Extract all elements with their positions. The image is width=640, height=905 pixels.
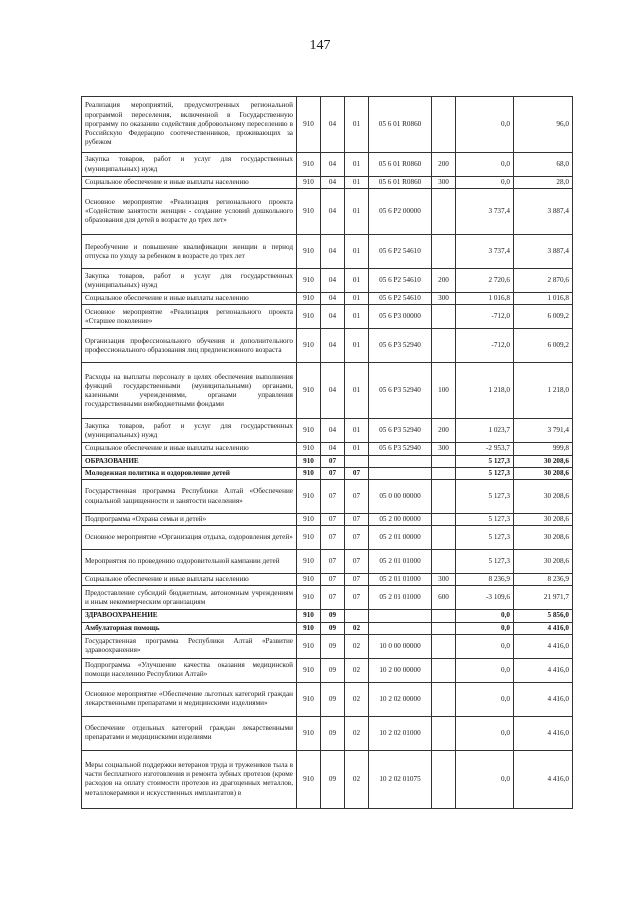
amount-change: 5 127,3 bbox=[456, 480, 514, 514]
ministry-code: 910 bbox=[297, 269, 321, 293]
target-article-code: 05 6 01 R0860 bbox=[369, 153, 432, 177]
amount-total: 999,8 bbox=[514, 443, 573, 455]
amount-change: 8 236,9 bbox=[456, 574, 514, 586]
section-code: 07 bbox=[321, 467, 345, 479]
section-code: 07 bbox=[321, 550, 345, 574]
target-article-code bbox=[369, 610, 432, 622]
subsection-code: 01 bbox=[345, 293, 369, 305]
section-code: 09 bbox=[321, 750, 345, 808]
item-name: Переобучение и повышение квалификации женщин в период отпуска по уходу за ребенком в возрасте до трех лет bbox=[82, 235, 297, 269]
section-code: 04 bbox=[321, 189, 345, 235]
amount-change: 0,0 bbox=[456, 622, 514, 634]
ministry-code: 910 bbox=[297, 716, 321, 750]
table-row bbox=[82, 189, 573, 235]
ministry-code: 910 bbox=[297, 574, 321, 586]
amount-total: 30 208,6 bbox=[514, 455, 573, 467]
amount-change: -712,0 bbox=[456, 305, 514, 329]
ministry-code: 910 bbox=[297, 526, 321, 550]
amount-total: 30 208,6 bbox=[514, 550, 573, 574]
subsection-code: 02 bbox=[345, 682, 369, 716]
target-article-code: 05 6 P3 52940 bbox=[369, 329, 432, 363]
subsection-code: 01 bbox=[345, 153, 369, 177]
ministry-code: 910 bbox=[297, 750, 321, 808]
section-code: 09 bbox=[321, 658, 345, 682]
expense-type-code: 100 bbox=[432, 363, 456, 419]
target-article-code: 05 2 01 01000 bbox=[369, 586, 432, 610]
subsection-code: 02 bbox=[345, 750, 369, 808]
subsection-code: 01 bbox=[345, 305, 369, 329]
ministry-code: 910 bbox=[297, 658, 321, 682]
amount-change: 0,0 bbox=[456, 97, 514, 153]
subsection-code: 01 bbox=[345, 363, 369, 419]
table-row bbox=[82, 305, 573, 329]
subsection-code: 01 bbox=[345, 177, 369, 189]
target-article-code: 05 6 P2 00000 bbox=[369, 189, 432, 235]
amount-change: 0,0 bbox=[456, 610, 514, 622]
amount-change: -2 953,7 bbox=[456, 443, 514, 455]
section-code: 09 bbox=[321, 716, 345, 750]
section-code: 09 bbox=[321, 634, 345, 658]
item-name: ОБРАЗОВАНИЕ bbox=[82, 455, 297, 467]
amount-total: 30 208,6 bbox=[514, 514, 573, 526]
section-code: 04 bbox=[321, 177, 345, 189]
ministry-code: 910 bbox=[297, 189, 321, 235]
target-article-code: 05 6 01 R0860 bbox=[369, 177, 432, 189]
item-name: Основное мероприятие «Реализация регионального проекта «Содействие занятости женщин - создание условий дошкольного образования для детей в возрасте до трех лет» bbox=[82, 189, 297, 235]
table-row bbox=[82, 682, 573, 716]
amount-total: 4 416,0 bbox=[514, 750, 573, 808]
expense-type-code bbox=[432, 526, 456, 550]
expense-type-code bbox=[432, 235, 456, 269]
amount-change: 5 127,3 bbox=[456, 526, 514, 550]
section-code: 09 bbox=[321, 682, 345, 716]
target-article-code: 05 2 00 00000 bbox=[369, 514, 432, 526]
subsection-code: 02 bbox=[345, 658, 369, 682]
amount-total: 8 236,9 bbox=[514, 574, 573, 586]
table-row bbox=[82, 153, 573, 177]
amount-change: -712,0 bbox=[456, 329, 514, 363]
section-code: 04 bbox=[321, 443, 345, 455]
amount-change: 1 016,8 bbox=[456, 293, 514, 305]
target-article-code: 10 2 02 00000 bbox=[369, 682, 432, 716]
subsection-code: 01 bbox=[345, 443, 369, 455]
subsection-code: 07 bbox=[345, 586, 369, 610]
amount-total: 1 016,8 bbox=[514, 293, 573, 305]
amount-total: 6 009,2 bbox=[514, 329, 573, 363]
table-row bbox=[82, 455, 573, 467]
section-code: 09 bbox=[321, 610, 345, 622]
expense-type-code bbox=[432, 550, 456, 574]
target-article-code: 05 6 P3 52940 bbox=[369, 443, 432, 455]
target-article-code: 05 6 01 R0860 bbox=[369, 97, 432, 153]
table-row bbox=[82, 329, 573, 363]
subsection-code: 01 bbox=[345, 97, 369, 153]
expense-type-code bbox=[432, 189, 456, 235]
table-row bbox=[82, 514, 573, 526]
expense-type-code bbox=[432, 455, 456, 467]
table-row bbox=[82, 716, 573, 750]
ministry-code: 910 bbox=[297, 480, 321, 514]
target-article-code bbox=[369, 455, 432, 467]
amount-change: 0,0 bbox=[456, 153, 514, 177]
amount-total: 4 416,0 bbox=[514, 682, 573, 716]
ministry-code: 910 bbox=[297, 634, 321, 658]
table-row bbox=[82, 467, 573, 479]
target-article-code: 05 6 P2 54610 bbox=[369, 235, 432, 269]
amount-change: 5 127,3 bbox=[456, 467, 514, 479]
subsection-code: 07 bbox=[345, 550, 369, 574]
subsection-code: 07 bbox=[345, 514, 369, 526]
ministry-code: 910 bbox=[297, 153, 321, 177]
item-name: Меры социальной поддержки ветеранов труда и тружеников тыла в части бесплатного изготовления и ремонта зубных протезов (кроме расходов на оплату стоимости протезов из драгоценных металлов, металлокерамики и искусственных имплантатов) в bbox=[82, 750, 297, 808]
amount-change: 3 737,4 bbox=[456, 235, 514, 269]
table-row bbox=[82, 610, 573, 622]
item-name: Социальное обеспечение и иные выплаты населению bbox=[82, 293, 297, 305]
amount-change: -3 109,6 bbox=[456, 586, 514, 610]
target-article-code: 05 6 P3 00000 bbox=[369, 305, 432, 329]
subsection-code: 07 bbox=[345, 480, 369, 514]
amount-total: 2 870,6 bbox=[514, 269, 573, 293]
item-name: Расходы на выплаты персоналу в целях обеспечения выполнения функций государственными (муниципальными) органами, казенными учреждениями, органами управления государственными внебюджетными фондами bbox=[82, 363, 297, 419]
ministry-code: 910 bbox=[297, 586, 321, 610]
amount-total: 30 208,6 bbox=[514, 467, 573, 479]
amount-total: 6 009,2 bbox=[514, 305, 573, 329]
table-row bbox=[82, 750, 573, 808]
amount-change: 3 737,4 bbox=[456, 189, 514, 235]
item-name: Государственная программа Республики Алтай «Развитие здравоохранения» bbox=[82, 634, 297, 658]
item-name: ЗДРАВООХРАНЕНИЕ bbox=[82, 610, 297, 622]
amount-change: 5 127,3 bbox=[456, 514, 514, 526]
expense-type-code: 600 bbox=[432, 586, 456, 610]
amount-change: 5 127,3 bbox=[456, 550, 514, 574]
table-row bbox=[82, 419, 573, 443]
section-code: 07 bbox=[321, 586, 345, 610]
amount-change: 2 720,6 bbox=[456, 269, 514, 293]
expense-type-code bbox=[432, 467, 456, 479]
ministry-code: 910 bbox=[297, 443, 321, 455]
expense-type-code bbox=[432, 329, 456, 363]
subsection-code: 02 bbox=[345, 634, 369, 658]
expense-type-code bbox=[432, 634, 456, 658]
table-row bbox=[82, 586, 573, 610]
amount-total: 3 791,4 bbox=[514, 419, 573, 443]
expense-type-code: 300 bbox=[432, 177, 456, 189]
item-name: Закупка товаров, работ и услуг для государственных (муниципальных) нужд bbox=[82, 419, 297, 443]
section-code: 04 bbox=[321, 363, 345, 419]
amount-change: 0,0 bbox=[456, 634, 514, 658]
expense-type-code: 200 bbox=[432, 153, 456, 177]
amount-change: 0,0 bbox=[456, 177, 514, 189]
amount-total: 5 856,0 bbox=[514, 610, 573, 622]
amount-change: 1 023,7 bbox=[456, 419, 514, 443]
table-row bbox=[82, 443, 573, 455]
subsection-code: 07 bbox=[345, 574, 369, 586]
ministry-code: 910 bbox=[297, 622, 321, 634]
subsection-code bbox=[345, 455, 369, 467]
ministry-code: 910 bbox=[297, 550, 321, 574]
target-article-code bbox=[369, 467, 432, 479]
target-article-code: 10 2 00 00000 bbox=[369, 658, 432, 682]
table-row bbox=[82, 658, 573, 682]
section-code: 07 bbox=[321, 480, 345, 514]
table-row bbox=[82, 550, 573, 574]
section-code: 09 bbox=[321, 622, 345, 634]
amount-total: 1 218,0 bbox=[514, 363, 573, 419]
expense-type-code bbox=[432, 682, 456, 716]
table-row bbox=[82, 363, 573, 419]
target-article-code: 05 2 01 01000 bbox=[369, 574, 432, 586]
ministry-code: 910 bbox=[297, 97, 321, 153]
section-code: 04 bbox=[321, 153, 345, 177]
target-article-code: 05 6 P2 54610 bbox=[369, 269, 432, 293]
expense-type-code bbox=[432, 716, 456, 750]
amount-total: 21 971,7 bbox=[514, 586, 573, 610]
amount-change: 5 127,3 bbox=[456, 455, 514, 467]
item-name: Обеспечение отдельных категорий граждан лекарственными препаратами и медицинскими изделиями bbox=[82, 716, 297, 750]
item-name: Реализация мероприятий, предусмотренных региональной программой переселения, включенной в Государственную программу по оказанию содействия добровольному переселению в Российскую Федерацию соотечественников, проживающих за рубежом bbox=[82, 97, 297, 153]
amount-total: 4 416,0 bbox=[514, 622, 573, 634]
amount-total: 30 208,6 bbox=[514, 526, 573, 550]
item-name: Мероприятия по проведению оздоровительной кампании детей bbox=[82, 550, 297, 574]
item-name: Предоставление субсидий бюджетным, автономным учреждениям и иным некоммерческим организациям bbox=[82, 586, 297, 610]
subsection-code: 01 bbox=[345, 189, 369, 235]
table-row bbox=[82, 480, 573, 514]
section-code: 07 bbox=[321, 526, 345, 550]
section-code: 07 bbox=[321, 455, 345, 467]
ministry-code: 910 bbox=[297, 514, 321, 526]
expense-type-code: 200 bbox=[432, 419, 456, 443]
subsection-code: 01 bbox=[345, 235, 369, 269]
amount-total: 4 416,0 bbox=[514, 716, 573, 750]
expense-type-code bbox=[432, 658, 456, 682]
target-article-code: 10 2 02 01075 bbox=[369, 750, 432, 808]
item-name: Социальное обеспечение и иные выплаты населению bbox=[82, 177, 297, 189]
ministry-code: 910 bbox=[297, 293, 321, 305]
ministry-code: 910 bbox=[297, 610, 321, 622]
table-row bbox=[82, 526, 573, 550]
subsection-code: 01 bbox=[345, 329, 369, 363]
table-row bbox=[82, 293, 573, 305]
item-name: Социальное обеспечение и иные выплаты населению bbox=[82, 574, 297, 586]
amount-total: 30 208,6 bbox=[514, 480, 573, 514]
ministry-code: 910 bbox=[297, 305, 321, 329]
target-article-code: 05 6 P3 52940 bbox=[369, 363, 432, 419]
subsection-code: 07 bbox=[345, 467, 369, 479]
section-code: 04 bbox=[321, 269, 345, 293]
ministry-code: 910 bbox=[297, 455, 321, 467]
target-article-code: 05 2 01 00000 bbox=[369, 526, 432, 550]
ministry-code: 910 bbox=[297, 235, 321, 269]
table-row bbox=[82, 177, 573, 189]
amount-total: 3 887,4 bbox=[514, 235, 573, 269]
ministry-code: 910 bbox=[297, 467, 321, 479]
subsection-code: 07 bbox=[345, 526, 369, 550]
expense-type-code bbox=[432, 305, 456, 329]
section-code: 04 bbox=[321, 305, 345, 329]
subsection-code: 02 bbox=[345, 622, 369, 634]
item-name: Подпрограмма «Охрана семьи и детей» bbox=[82, 514, 297, 526]
amount-change: 1 218,0 bbox=[456, 363, 514, 419]
page-number: 147 bbox=[309, 38, 331, 53]
table-row bbox=[82, 235, 573, 269]
expense-type-code bbox=[432, 622, 456, 634]
subsection-code: 02 bbox=[345, 716, 369, 750]
target-article-code: 05 6 P3 52940 bbox=[369, 419, 432, 443]
subsection-code: 01 bbox=[345, 269, 369, 293]
expense-type-code: 300 bbox=[432, 443, 456, 455]
amount-change: 0,0 bbox=[456, 750, 514, 808]
item-name: Амбулаторная помощь bbox=[82, 622, 297, 634]
table-row bbox=[82, 269, 573, 293]
amount-total: 3 887,4 bbox=[514, 189, 573, 235]
expense-type-code bbox=[432, 97, 456, 153]
expense-type-code: 200 bbox=[432, 269, 456, 293]
target-article-code: 05 2 01 01000 bbox=[369, 550, 432, 574]
ministry-code: 910 bbox=[297, 329, 321, 363]
item-name: Организация профессионального обучения и дополнительного профессионального образования лиц предпенсионного возраста bbox=[82, 329, 297, 363]
expense-type-code bbox=[432, 514, 456, 526]
amount-change: 0,0 bbox=[456, 658, 514, 682]
amount-total: 68,0 bbox=[514, 153, 573, 177]
section-code: 04 bbox=[321, 293, 345, 305]
expense-type-code bbox=[432, 610, 456, 622]
table-row bbox=[82, 622, 573, 634]
expense-type-code: 300 bbox=[432, 293, 456, 305]
amount-total: 4 416,0 bbox=[514, 658, 573, 682]
item-name: Молодежная политика и оздоровление детей bbox=[82, 467, 297, 479]
budget-table bbox=[81, 96, 573, 809]
ministry-code: 910 bbox=[297, 177, 321, 189]
table-row bbox=[82, 634, 573, 658]
ministry-code: 910 bbox=[297, 682, 321, 716]
amount-total: 4 416,0 bbox=[514, 634, 573, 658]
target-article-code: 05 6 P2 54610 bbox=[369, 293, 432, 305]
amount-change: 0,0 bbox=[456, 716, 514, 750]
target-article-code bbox=[369, 622, 432, 634]
table-row bbox=[82, 97, 573, 153]
section-code: 07 bbox=[321, 574, 345, 586]
item-name: Закупка товаров, работ и услуг для государственных (муниципальных) нужд bbox=[82, 269, 297, 293]
target-article-code: 10 2 02 01000 bbox=[369, 716, 432, 750]
target-article-code: 10 0 00 00000 bbox=[369, 634, 432, 658]
item-name: Основное мероприятие «Обеспечение льготных категорий граждан лекарственными препаратами и медицинскими изделиями» bbox=[82, 682, 297, 716]
amount-total: 28,0 bbox=[514, 177, 573, 189]
section-code: 07 bbox=[321, 514, 345, 526]
section-code: 04 bbox=[321, 97, 345, 153]
item-name: Подпрограмма «Улучшение качества оказания медицинской помощи населению Республики Алтай» bbox=[82, 658, 297, 682]
ministry-code: 910 bbox=[297, 363, 321, 419]
section-code: 04 bbox=[321, 235, 345, 269]
amount-total: 96,0 bbox=[514, 97, 573, 153]
expense-type-code bbox=[432, 750, 456, 808]
expense-type-code: 300 bbox=[432, 574, 456, 586]
item-name: Закупка товаров, работ и услуг для государственных (муниципальных) нужд bbox=[82, 153, 297, 177]
section-code: 04 bbox=[321, 419, 345, 443]
ministry-code: 910 bbox=[297, 419, 321, 443]
subsection-code bbox=[345, 610, 369, 622]
table-row bbox=[82, 574, 573, 586]
item-name: Социальное обеспечение и иные выплаты населению bbox=[82, 443, 297, 455]
amount-change: 0,0 bbox=[456, 682, 514, 716]
expense-type-code bbox=[432, 480, 456, 514]
section-code: 04 bbox=[321, 329, 345, 363]
target-article-code: 05 0 00 00000 bbox=[369, 480, 432, 514]
subsection-code: 01 bbox=[345, 419, 369, 443]
item-name: Государственная программа Республики Алтай «Обеспечение социальной защищенности и занятости населения» bbox=[82, 480, 297, 514]
item-name: Основное мероприятие «Реализация регионального проекта «Старшее поколение» bbox=[82, 305, 297, 329]
item-name: Основное мероприятие «Организация отдыха, оздоровления детей» bbox=[82, 526, 297, 550]
